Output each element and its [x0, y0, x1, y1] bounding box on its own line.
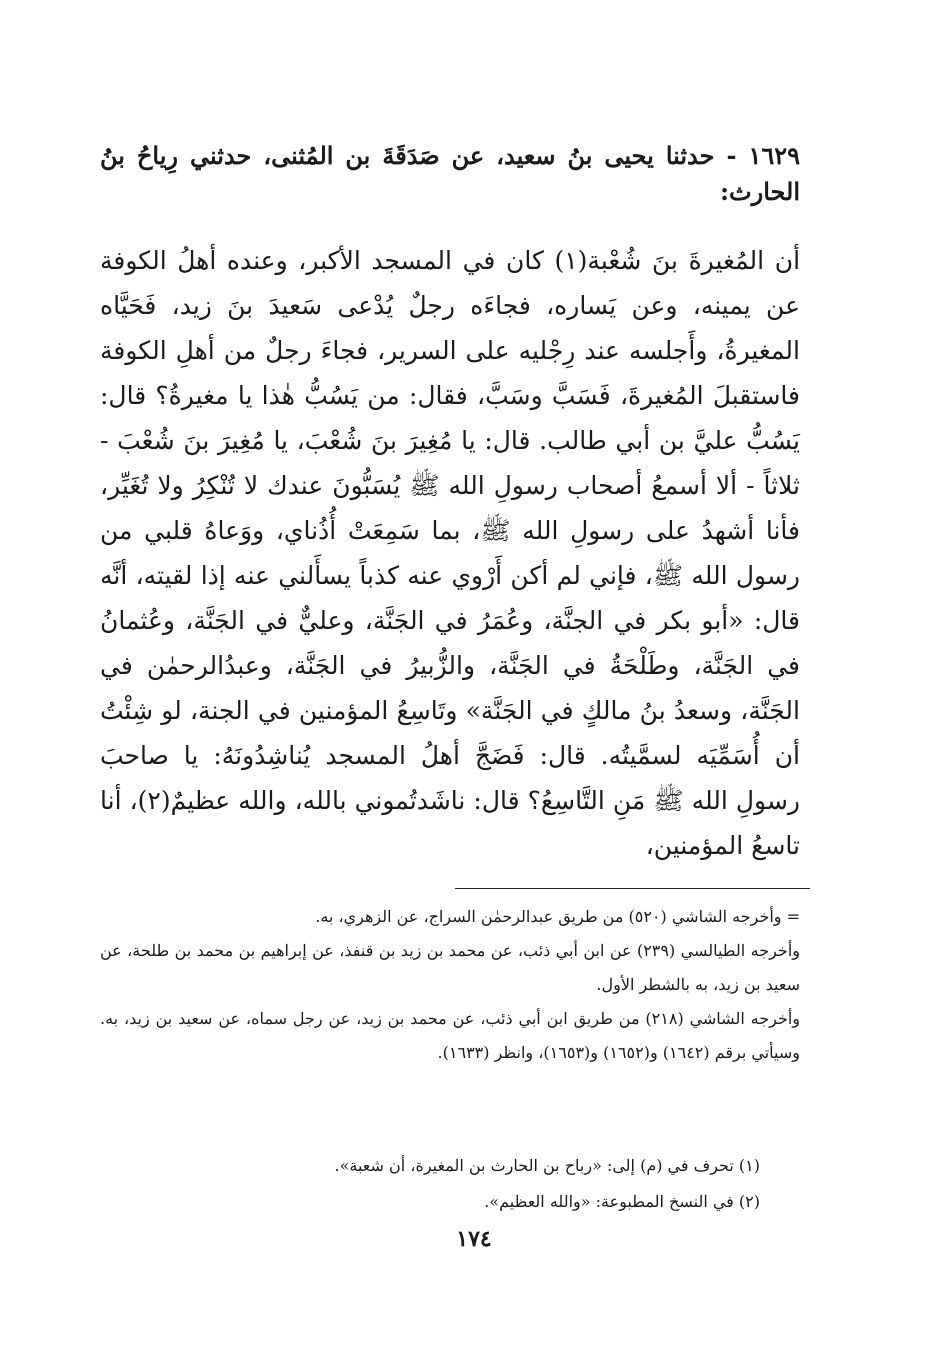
footnote-line: وأخرجه الشاشي (٢١٨) من طريق ابن أبي ذئب، عن محمد بن زيد، عن رجل سماه، عن سعيد بن زيد، به. وسيأتي برقم (١٦٤٢) و(١٦٥٢) و(١٦٥٣)، وانظر (١٦٣٣).: [100, 1009, 801, 1062]
footnote-2: (٢) في النسخ المطبوعة: «والله العظيم».: [484, 1192, 760, 1211]
footnotes-numbered: [100, 1148, 800, 1220]
hadith-text: أن المُغيرةَ بنَ شُعْبة(١) كان في المسجد الأكبر، وعنده أهلُ الكوفة عن يمينه، وعن يَساره، فجاءَه رجلٌ يُدْعى سَعيدَ بنَ زيد، فَحَيَّاه المغيرةُ، وأَجلسه عند رِجْليه على السرير، فجاءَ رجلٌ من أهلِ الكوفة فاستقبلَ المُغيرةَ، فَسَبَّ وسَبَّ، فقال: من يَسُبُّ هٰذا يا مغيرةُ؟ قال: يَسُبُّ عليَّ بن أبي طالب. قال: يا مُغِيرَ بنَ شُعْبَ، يا مُغِيرَ بنَ شُعْبَ - ثلاثاً - ألا أسمعُ أصحاب رسولِ الله ﷺ يُسَبُّونَ عندك لا تُنْكِرُ ولا تُغَيِّر، فأنا أشهدُ على رسولِ الله ﷺ، بما سَمِعَتْ أُذُناي، ووَعاهُ قلبي من رسول الله ﷺ، فإني لم أكن أَرْوي عنه كذباً يسأَلني عنه إذا لقيته، أنَّه قال: «أبو بكر في الجنَّة، وعُمَرُ في الجَنَّة، وعليٌّ في الجَنَّة، وعُثمانُ في الجَنَّة، وطَلْحَةُ في الجَنَّة، والزُّبيرُ في الجَنَّة، وعبدُالرحمٰن في الجَنَّة، وسعدُ بنُ مالكٍ في الجَنَّة» وتَاسِعُ المؤمنين في الجنة، لو شِئْتُ أن أُسَمِّيَه لسمَّيتُه. قال: فَضَجَّ أهلُ المسجد يُناشِدُونَهُ: يا صاحبَ رسولِ الله ﷺ مَنِ التَّاسِعُ؟ قال: ناشَدتُموني بالله، والله عظيمٌ(٢)، أنا تاسعُ المؤمنين،: [100, 246, 801, 860]
footnote-1: (١) تحرف في (م) إلى: «رباح بن الحارث بن المغيرة، أن شعبة».: [334, 1156, 760, 1175]
hadith-body: [100, 238, 800, 868]
footnote-line: وأخرجه الطيالسي (٢٣٩) عن ابن أبي ذئب، عن محمد بن زيد بن قنفذ، عن إبراهيم بن محمد بن طلحة، عن سعيد بن زيد، به بالشطر الأول.: [100, 941, 800, 994]
page-number: ١٧٤: [456, 1226, 492, 1252]
hadith-heading: ١٦٢٩ - حدثنا يحيى بنُ سعيد، عن صَدَقَةَ بن المُثنى، حدثني رِياحُ بنُ الحارث:: [100, 141, 800, 206]
footnotes-continuation: [100, 900, 800, 1070]
footnote-line: = وأخرجه الشاشي (٥٢٠) من طريق عبدالرحمٰن السراج، عن الزهري، به.: [315, 907, 800, 926]
footnote-divider: [455, 888, 810, 889]
